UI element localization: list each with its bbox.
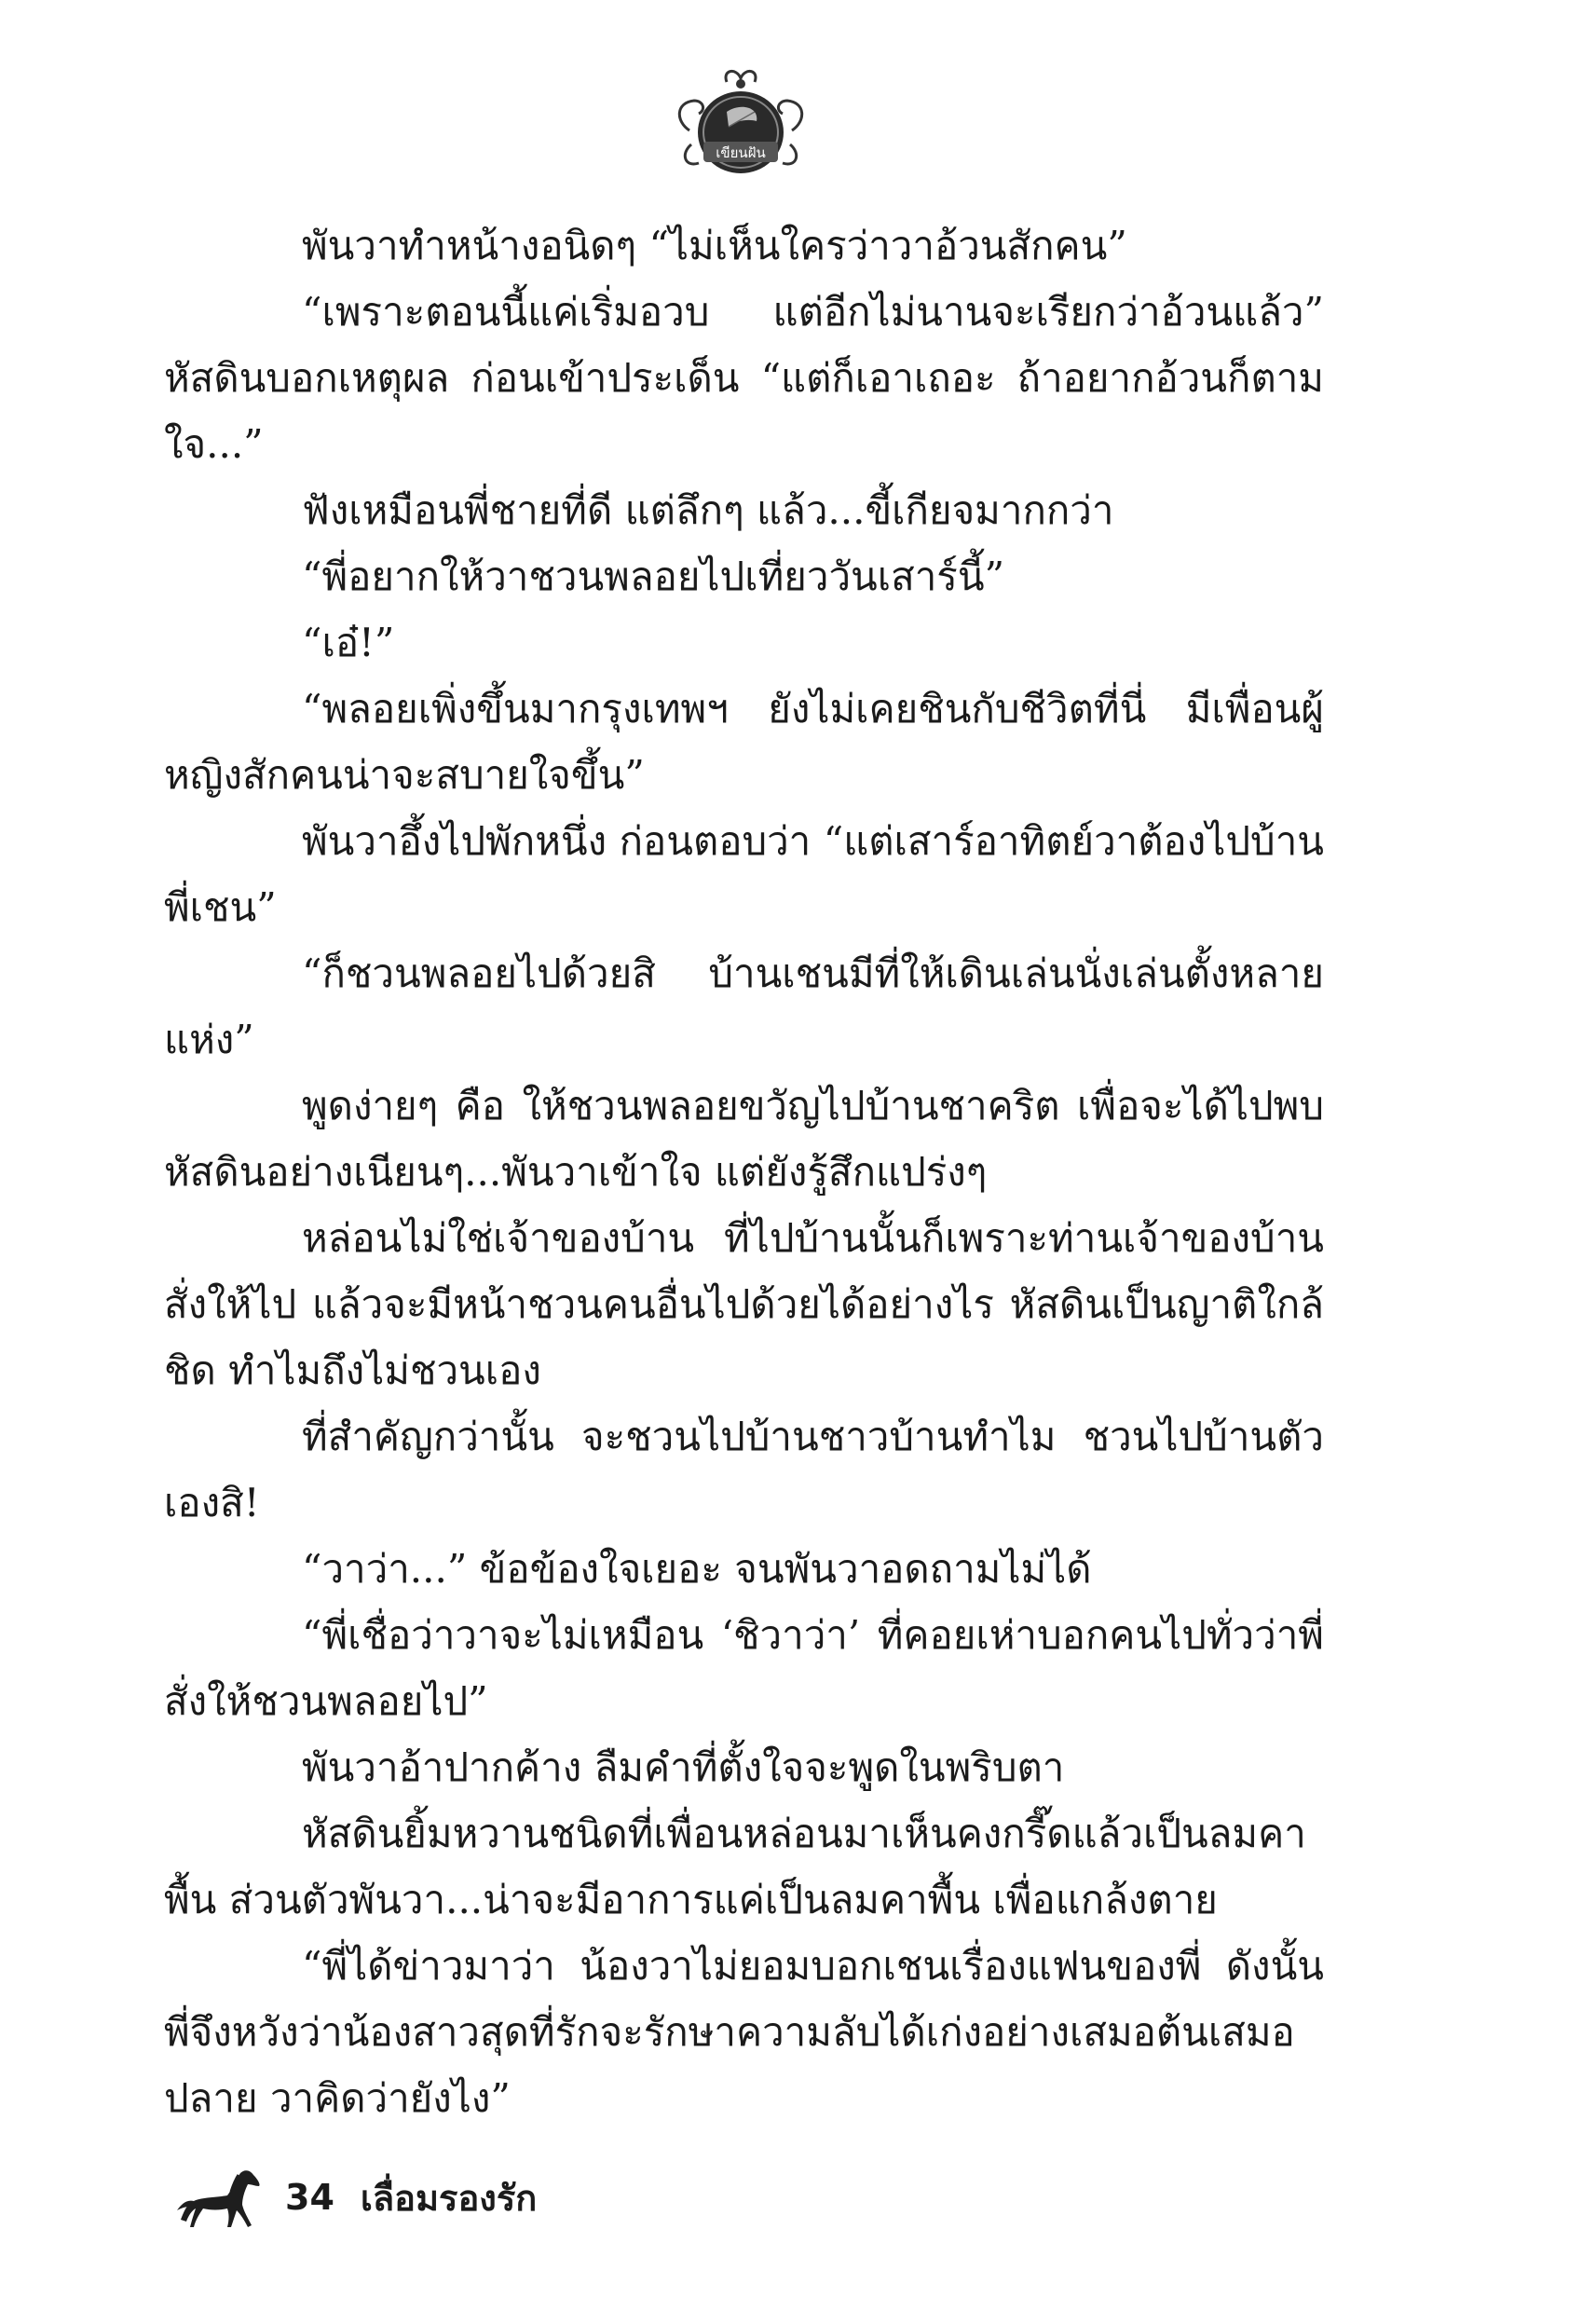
paragraph: ฟังเหมือนพี่ชายที่ดี แต่ลึกๆ แล้ว...ขี้เกียจมากกว่า	[302, 487, 1114, 533]
paragraph: พันวาอ้าปากค้าง ลืมคำที่ตั้งใจจะพูดในพริบตา	[302, 1744, 1065, 1790]
paragraph: พูดง่ายๆ คือ ให้ชวนพลอยขวัญไปบ้านชาคริต เพื่อจะได้ไปพบหัสดินอย่างเนียนๆ...พันวาเข้าใจ แต่ยังรู้สึกแปร่งๆ	[164, 1083, 1324, 1195]
book-title: เลื่อมรองรัก	[360, 2177, 538, 2219]
horse-icon	[173, 2164, 266, 2231]
page-number: 34	[285, 2177, 334, 2218]
paragraph: “พลอยเพิ่งขึ้นมากรุงเทพฯ ยังไม่เคยชินกับชีวิตที่นี่ มีเพื่อนผู้หญิงสักคนน่าจะสบายใจขึ้น”	[164, 686, 1324, 798]
paragraph: พันวาอึ้งไปพักหนึ่ง ก่อนตอบว่า “แต่เสาร์อาทิตย์วาต้องไปบ้านพี่เชน”	[164, 818, 1324, 930]
paragraph: “พี่อยากให้วาชวนพลอยไปเที่ยววันเสาร์นี้”	[302, 554, 1005, 599]
paragraph: หัสดินยิ้มหวานชนิดที่เพื่อนหล่อนมาเห็นคงกรี๊ดแล้วเป็นลมคาพื้น ส่วนตัวพันวา...น่าจะมีอาการแค่เป็นลมคาพื้น เพื่อแกล้งตาย	[164, 1811, 1306, 1922]
paragraph: “พี่เชื่อว่าวาจะไม่เหมือน ‘ชิวาว่า’ ที่คอยเห่าบอกคนไปทั่วว่าพี่สั่งให้ชวนพลอยไป”	[164, 1612, 1324, 1724]
paragraph: พันวาทำหน้างอนิดๆ “ไม่เห็นใครว่าวาอ้วนสักคน”	[302, 223, 1127, 268]
body-text	[164, 212, 1324, 2131]
paragraph: ที่สำคัญกว่านั้น จะชวนไปบ้านชาวบ้านทำไม ชวนไปบ้านตัวเองสิ!	[164, 1414, 1324, 1525]
paragraph: “วาว่า...” ข้อข้องใจเยอะ จนพันวาอดถามไม่ได้	[302, 1546, 1092, 1592]
page-footer	[173, 2160, 732, 2235]
paragraph: “พี่ได้ข่าวมาว่า น้องวาไม่ยอมบอกเชนเรื่องแฟนของพี่ ดังนั้นพี่จึงหวังว่าน้องสาวสุดที่รักจะรักษาความลับได้เก่งอย่างเสมอต้นเสมอปลาย วาคิดว่ายังไง”	[164, 1943, 1324, 2121]
paragraph: “เพราะตอนนี้แค่เริ่มอวบ แต่อีกไม่นานจะเรียกว่าอ้วนแล้ว” หัสดินบอกเหตุผล ก่อนเข้าประเด็น “แต่ก็เอาเถอะ ถ้าอยากอ้วนก็ตามใจ...”	[164, 289, 1324, 467]
ornamental-badge-icon	[671, 65, 811, 186]
emblem-text: เขียนฝัน	[716, 144, 766, 161]
paragraph: “เอ๋!”	[302, 620, 395, 665]
paragraph: หล่อนไม่ใช่เจ้าของบ้าน ที่ไปบ้านนั้นก็เพราะท่านเจ้าของบ้านสั่งให้ไป แล้วจะมีหน้าชวนคนอื่นไปด้วยได้อย่างไร หัสดินเป็นญาติใกล้ชิด ทำไมถึงไม่ชวนเอง	[164, 1215, 1324, 1393]
paragraph: “ก็ชวนพลอยไปด้วยสิ บ้านเชนมีที่ให้เดินเล่นนั่งเล่นตั้งหลายแห่ง”	[164, 950, 1324, 1062]
